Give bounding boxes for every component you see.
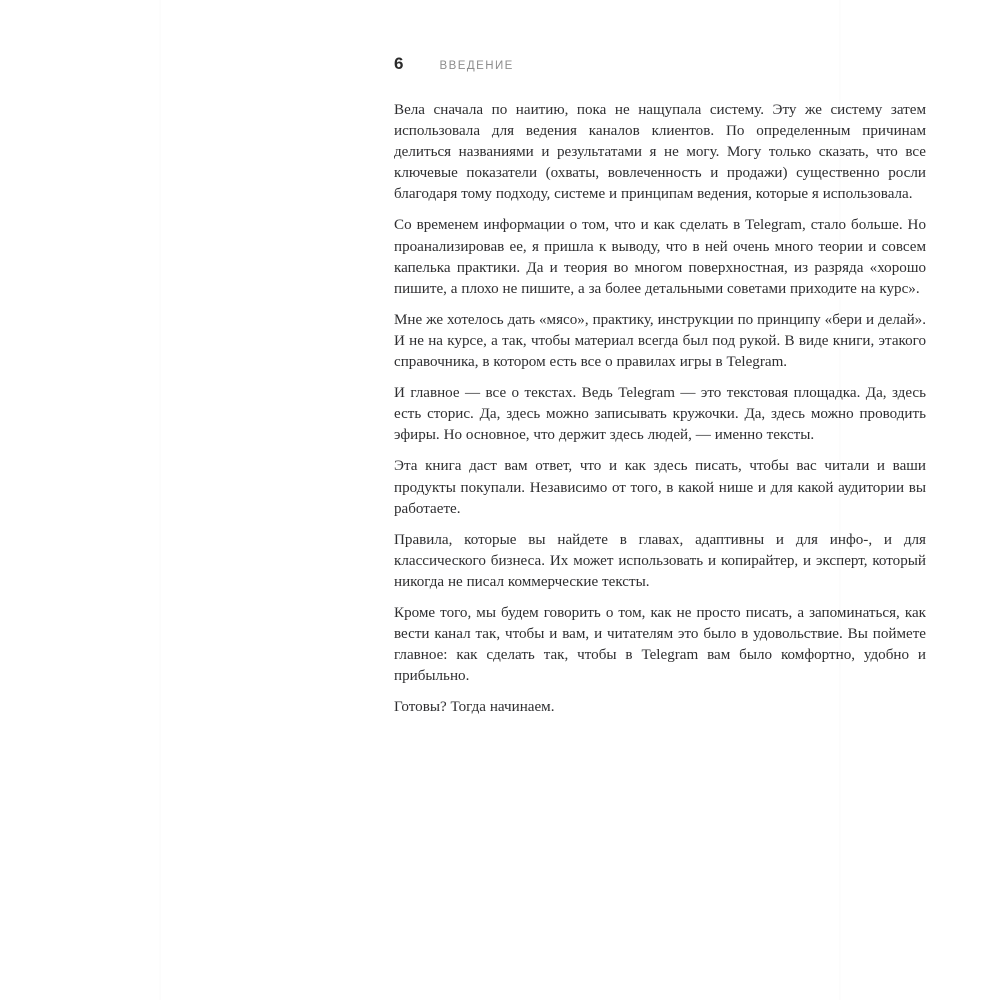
paragraph: Правила, которые вы найдете в главах, адаптивны и для инфо-, и для классического бизнеса. Их может использовать и копирайтер, и эксперт, который никогда не писал коммерческие тексты. (394, 531, 926, 590)
paragraph: Вела сначала по наитию, пока не нащупала систему. Эту же систему затем использовала для ведения каналов клиентов. По определенным причинам делиться названиями и результатами я не могу. Могу только сказать, что все ключевые показатели (охваты, вовлеченность и продажи) существенно росли благодаря тому подходу, системе и принципам ведения, которые я использовала. (394, 102, 926, 203)
running-head (394, 55, 514, 73)
paragraph: Мне же хотелось дать «мясо», практику, инструкции по принципу «бери и делай». И не на курсе, а так, чтобы материал всегда был под рукой. В виде книги, этакого справочника, в котором есть все о правилах игры в Telegram. (394, 311, 926, 371)
paragraph: И главное — все о текстах. Ведь Telegram — это текстовая площадка. Да, здесь есть сторис. Да, здесь можно записывать кружочки. Да, здесь можно проводить эфиры. Но основное, что держит здесь людей, — именно тексты. (394, 385, 926, 444)
running-title: ВВЕДЕНИЕ (439, 60, 514, 72)
paragraph: Готовы? Тогда начинаем. (394, 699, 555, 716)
paragraph: Кроме того, мы будем говорить о том, как не просто писать, а запоминаться, как вести канал так, чтобы и вам, и читателям это было в удовольствие. Вы поймете главное: как сделать так, чтобы в Telegram вам было комфортно, удобно и прибыльно. (394, 604, 926, 685)
paragraph: Со временем информации о том, что и как сделать в Telegram, стало больше. Но проанализировав ее, я пришла к выводу, что в ней очень много теории и совсем капелька практики. Да и теория во многом поверхностная, из разряда «хорошо пишите, а плохо не пишите, а за более детальными советами приходите на курс». (394, 217, 926, 297)
page-number: 6 (394, 54, 404, 73)
body-text-block (394, 100, 926, 718)
paragraph: Эта книга даст вам ответ, что и как здесь писать, чтобы вас читали и ваши продукты покупали. Независимо от того, в какой нише и для какой аудитории вы работаете. (394, 458, 926, 517)
page-sheet (160, 0, 926, 1000)
